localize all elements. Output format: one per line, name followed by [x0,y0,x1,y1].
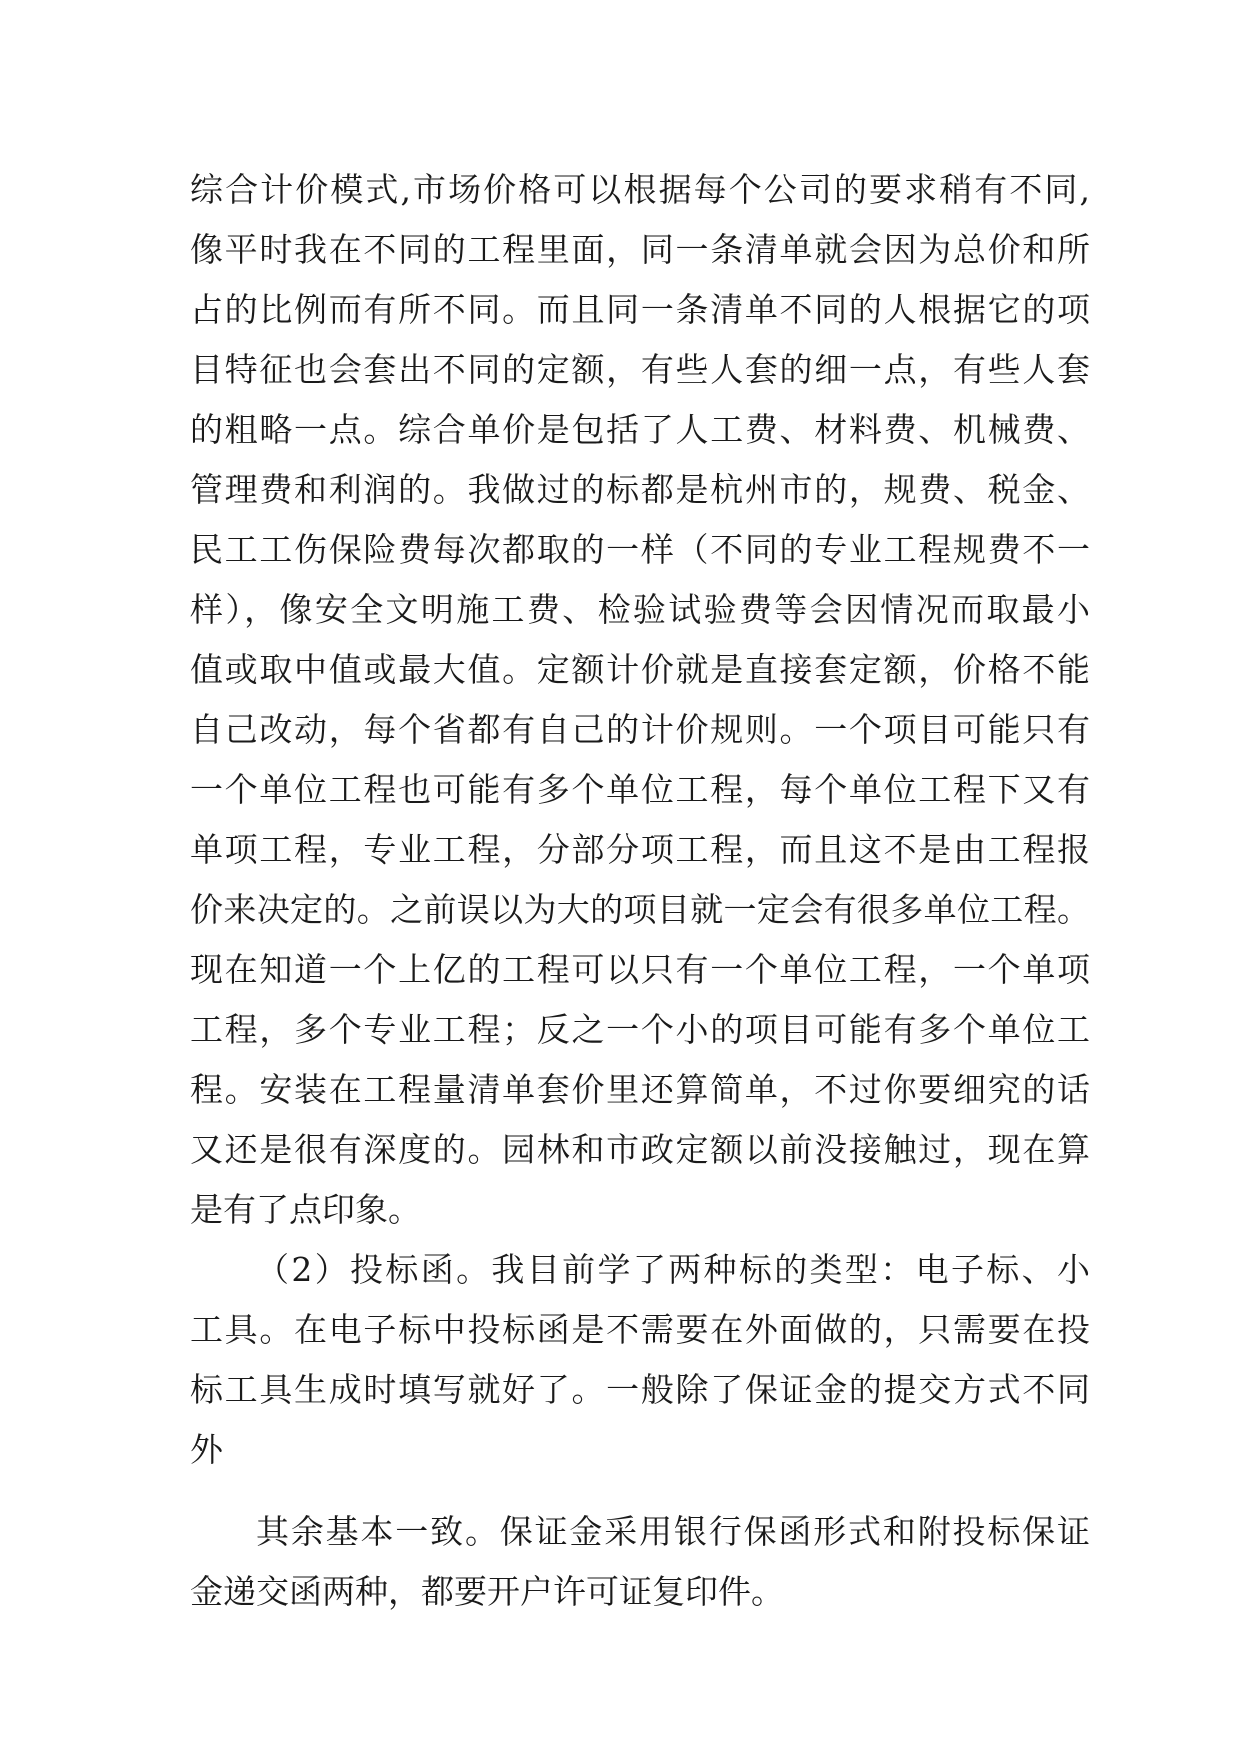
text-line: 现在知道一个上亿的工程可以只有一个单位工程，一个单项 [190,950,1090,989]
text-line: 自己改动，每个省都有自己的计价规则。一个项目可能只有 [190,710,1090,749]
text-line: 管理费和利润的。我做过的标都是杭州市的，规费、税金、 [190,470,1090,509]
text-line: 标工具生成时填写就好了。一般除了保证金的提交方式不同 [190,1370,1090,1409]
text-line: 价来决定的。之前误以为大的项目就一定会有很多单位工程。 [190,890,1090,929]
paragraph-1 [190,160,1090,1240]
text-line: 单项工程，专业工程，分部分项工程，而且这不是由工程报 [190,830,1090,869]
text-line: 占的比例而有所不同。而且同一条清单不同的人根据它的项 [190,290,1090,329]
text-line: 综合计价模式,市场价格可以根据每个公司的要求稍有不同, [190,170,1090,209]
text-line: 是有了点印象。 [190,1190,421,1229]
text-line: 样），像安全文明施工费、检验试验费等会因情况而取最小 [190,590,1090,629]
text-line: 程。安装在工程量清单套价里还算简单，不过你要细究的话 [190,1070,1090,1109]
text-line: 外 [190,1430,223,1469]
text-line: 又还是很有深度的。园林和市政定额以前没接触过，现在算 [190,1130,1090,1169]
text-line: （2）投标函。我目前学了两种标的类型：电子标、小 [256,1250,1090,1289]
paragraph-gap [190,1480,1090,1502]
text-line: 值或取中值或最大值。定额计价就是直接套定额，价格不能 [190,650,1090,689]
text-line: 工具。在电子标中投标函是不需要在外面做的，只需要在投 [190,1310,1090,1349]
text-line: 像平时我在不同的工程里面，同一条清单就会因为总价和所 [190,230,1090,269]
text-line: 金递交函两种，都要开户许可证复印件。 [190,1572,784,1611]
paragraph-3 [190,1502,1090,1622]
paragraph-2 [190,1240,1090,1480]
text-line: 一个单位工程也可能有多个单位工程，每个单位工程下又有 [190,770,1090,809]
text-line: 其余基本一致。保证金采用银行保函形式和附投标保证 [256,1512,1090,1551]
text-line: 的粗略一点。综合单价是包括了人工费、材料费、机械费、 [190,410,1090,449]
text-line: 民工工伤保险费每次都取的一样（不同的专业工程规费不一 [190,530,1090,569]
text-line: 目特征也会套出不同的定额，有些人套的细一点，有些人套 [190,350,1090,389]
document-body [190,160,1090,1622]
text-line: 工程，多个专业工程；反之一个小的项目可能有多个单位工 [190,1010,1090,1049]
